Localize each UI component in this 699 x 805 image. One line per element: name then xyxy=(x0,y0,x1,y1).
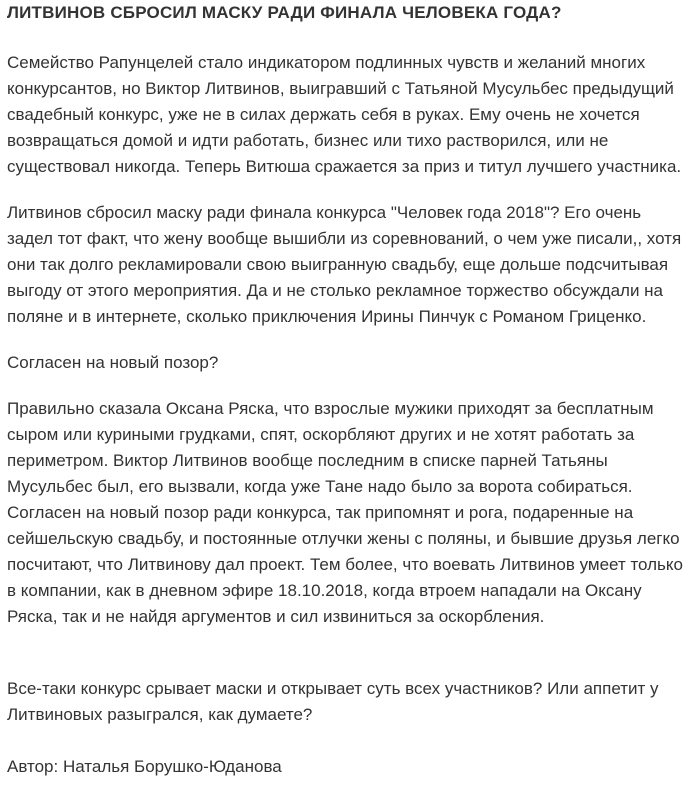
subheading-question: Согласен на новый позор? xyxy=(7,353,219,372)
article-title: ЛИТВИНОВ СБРОСИЛ МАСКУ РАДИ ФИНАЛА ЧЕЛОВЕКА ГОДА? xyxy=(7,3,562,22)
closing-question: Все-таки конкурс срывает маски и открывает суть всех участников? Или аппетит у Литвиновых разыгрался, как думаете? xyxy=(7,679,659,724)
paragraph-intro: Семейство Рапунцелей стало индикатором подлинных чувств и желаний многих конкурсантов, но Виктор Литвинов, выигравший с Татьяной Мусульбес предыдущий свадебный конкурс, уже не в силах держать себя в руках. Ему очень не хочется возвращаться домой и идти работать, бизнес или тихо растворился, или не существовал никогда. Теперь Витюша сражается за приз и титул лучшего участника. xyxy=(7,53,682,176)
author-line: Автор: Наталья Борушко-Юданова xyxy=(7,757,282,776)
closing-paragraph xyxy=(7,650,691,780)
paragraph-main: Правильно сказала Оксана Ряска, что взрослые мужики приходят за бесплатным сыром или куриными грудками, спят, оскорбляют других и не хотят работать за периметром. Виктор Литвинов вообще последним в списке парней Татьяны Мусульбес был, его вызвали, когда уже Тане надо было за ворота собираться. Согласен на новый позор ради конкурса, так припомнят и рога, подаренные на сейшельскую свадьбу, и постоянные отлучки жены с поляны, и бывшие друзья легко посчитают, что Литвинову дал проект. Тем более, что воевать Литвинов умеет только в компании, как в дневном эфире 18.10.2018, когда втроем нападали на Оксану Ряска, так и не найдя аргументов и сил извиниться за оскорбления. xyxy=(7,399,683,626)
paragraph-mask: Литвинов сбросил маску ради финала конкурса "Человек года 2018"? Его очень задел тот факт, что жену вообще вышибли из соревнований, о чем уже писали,, хотя они так долго рекламировали свою выигранную свадьбу, еще дольше подсчитывая выгоду от этого мероприятия. Да и не столько рекламное торжество обсуждали на поляне и в интернете, сколько приключения Ирины Пинчук с Романом Гриценко. xyxy=(7,203,682,326)
